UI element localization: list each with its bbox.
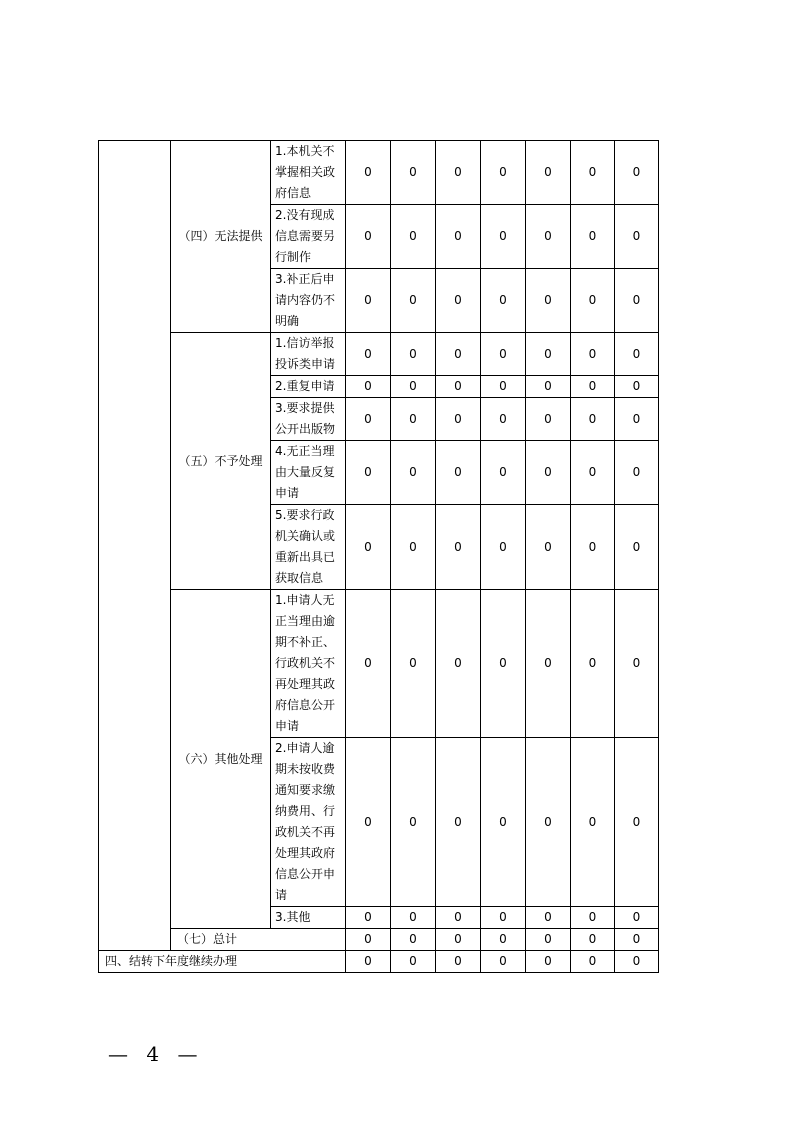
value-cell: 0 [346, 205, 391, 269]
value-cell: 0 [615, 929, 659, 951]
table-row [99, 141, 659, 205]
value-cell: 0 [346, 376, 391, 398]
value-cell: 0 [571, 269, 615, 333]
row-label-cell: 4.无正当理由大量反复申请 [271, 441, 346, 505]
row-label-cell: 3.其他 [271, 907, 346, 929]
page-number: — 4 — [108, 1042, 204, 1066]
value-cell: 0 [615, 333, 659, 376]
row-label-cell: 3.要求提供公开出版物 [271, 398, 346, 441]
value-cell: 0 [481, 738, 526, 907]
value-cell: 0 [391, 505, 436, 590]
value-cell: 0 [615, 376, 659, 398]
value-cell: 0 [481, 376, 526, 398]
category-cell: （四）无法提供 [171, 141, 271, 333]
value-cell: 0 [481, 590, 526, 738]
value-cell: 0 [481, 505, 526, 590]
row-label-cell: 5.要求行政机关确认或重新出具已获取信息 [271, 505, 346, 590]
value-cell: 0 [571, 505, 615, 590]
value-cell: 0 [436, 376, 481, 398]
value-cell: 0 [526, 205, 571, 269]
value-cell: 0 [481, 333, 526, 376]
row-label-cell: 3.补正后申请内容仍不明确 [271, 269, 346, 333]
value-cell: 0 [481, 907, 526, 929]
value-cell: 0 [571, 738, 615, 907]
value-cell: 0 [346, 269, 391, 333]
value-cell: 0 [391, 269, 436, 333]
row-label-cell: 1.本机关不掌握相关政府信息 [271, 141, 346, 205]
value-cell: 0 [526, 269, 571, 333]
value-cell: 0 [481, 141, 526, 205]
value-cell: 0 [615, 269, 659, 333]
value-cell: 0 [615, 505, 659, 590]
value-cell: 0 [615, 590, 659, 738]
row-label-cell: 2.重复申请 [271, 376, 346, 398]
row-label-cell: 1.申请人无正当理由逾期不补正、行政机关不再处理其政府信息公开申请 [271, 590, 346, 738]
table-row [99, 590, 659, 738]
value-cell: 0 [526, 441, 571, 505]
value-cell: 0 [436, 269, 481, 333]
value-cell: 0 [436, 907, 481, 929]
row-label-cell: 2.申请人逾期未按收费通知要求缴纳费用、行政机关不再处理其政府信息公开申请 [271, 738, 346, 907]
value-cell: 0 [571, 907, 615, 929]
value-cell: 0 [526, 505, 571, 590]
value-cell: 0 [391, 333, 436, 376]
value-cell: 0 [436, 333, 481, 376]
value-cell: 0 [571, 929, 615, 951]
section-blank-cell [99, 141, 171, 951]
value-cell: 0 [571, 441, 615, 505]
value-cell: 0 [436, 738, 481, 907]
value-cell: 0 [526, 376, 571, 398]
value-cell: 0 [571, 398, 615, 441]
row-label-cell: 1.信访举报投诉类申请 [271, 333, 346, 376]
value-cell: 0 [436, 398, 481, 441]
value-cell: 0 [526, 333, 571, 376]
value-cell: 0 [391, 738, 436, 907]
value-cell: 0 [571, 205, 615, 269]
value-cell: 0 [391, 590, 436, 738]
value-cell: 0 [526, 590, 571, 738]
value-cell: 0 [436, 951, 481, 973]
value-cell: 0 [526, 929, 571, 951]
value-cell: 0 [391, 929, 436, 951]
value-cell: 0 [436, 929, 481, 951]
value-cell: 0 [346, 441, 391, 505]
value-cell: 0 [346, 738, 391, 907]
value-cell: 0 [526, 398, 571, 441]
value-cell: 0 [615, 951, 659, 973]
value-cell: 0 [615, 441, 659, 505]
report-table [98, 140, 659, 973]
value-cell: 0 [346, 505, 391, 590]
value-cell: 0 [615, 907, 659, 929]
value-cell: 0 [481, 205, 526, 269]
value-cell: 0 [615, 738, 659, 907]
value-cell: 0 [481, 441, 526, 505]
value-cell: 0 [391, 141, 436, 205]
value-cell: 0 [436, 141, 481, 205]
value-cell: 0 [481, 951, 526, 973]
value-cell: 0 [526, 141, 571, 205]
value-cell: 0 [526, 951, 571, 973]
value-cell: 0 [346, 929, 391, 951]
value-cell: 0 [391, 951, 436, 973]
value-cell: 0 [571, 951, 615, 973]
value-cell: 0 [391, 441, 436, 505]
value-cell: 0 [391, 398, 436, 441]
total-row [99, 929, 659, 951]
value-cell: 0 [346, 333, 391, 376]
value-cell: 0 [436, 505, 481, 590]
value-cell: 0 [615, 398, 659, 441]
value-cell: 0 [571, 141, 615, 205]
value-cell: 0 [571, 590, 615, 738]
category-cell: （五）不予处理 [171, 333, 271, 590]
value-cell: 0 [571, 376, 615, 398]
table-body [99, 141, 659, 973]
category-cell: （六）其他处理 [171, 590, 271, 929]
value-cell: 0 [436, 590, 481, 738]
value-cell: 0 [526, 907, 571, 929]
value-cell: 0 [346, 590, 391, 738]
value-cell: 0 [346, 141, 391, 205]
value-cell: 0 [526, 738, 571, 907]
value-cell: 0 [481, 398, 526, 441]
carryover-label-cell: 四、结转下年度继续办理 [99, 951, 346, 973]
value-cell: 0 [615, 205, 659, 269]
value-cell: 0 [391, 907, 436, 929]
carryover-row [99, 951, 659, 973]
value-cell: 0 [481, 929, 526, 951]
value-cell: 0 [391, 376, 436, 398]
value-cell: 0 [571, 333, 615, 376]
row-label-cell: 2.没有现成信息需要另行制作 [271, 205, 346, 269]
value-cell: 0 [346, 398, 391, 441]
value-cell: 0 [615, 141, 659, 205]
value-cell: 0 [436, 205, 481, 269]
value-cell: 0 [436, 441, 481, 505]
table-row [99, 333, 659, 376]
value-cell: 0 [481, 269, 526, 333]
value-cell: 0 [346, 907, 391, 929]
total-label-cell: （七）总计 [171, 929, 346, 951]
value-cell: 0 [346, 951, 391, 973]
value-cell: 0 [391, 205, 436, 269]
